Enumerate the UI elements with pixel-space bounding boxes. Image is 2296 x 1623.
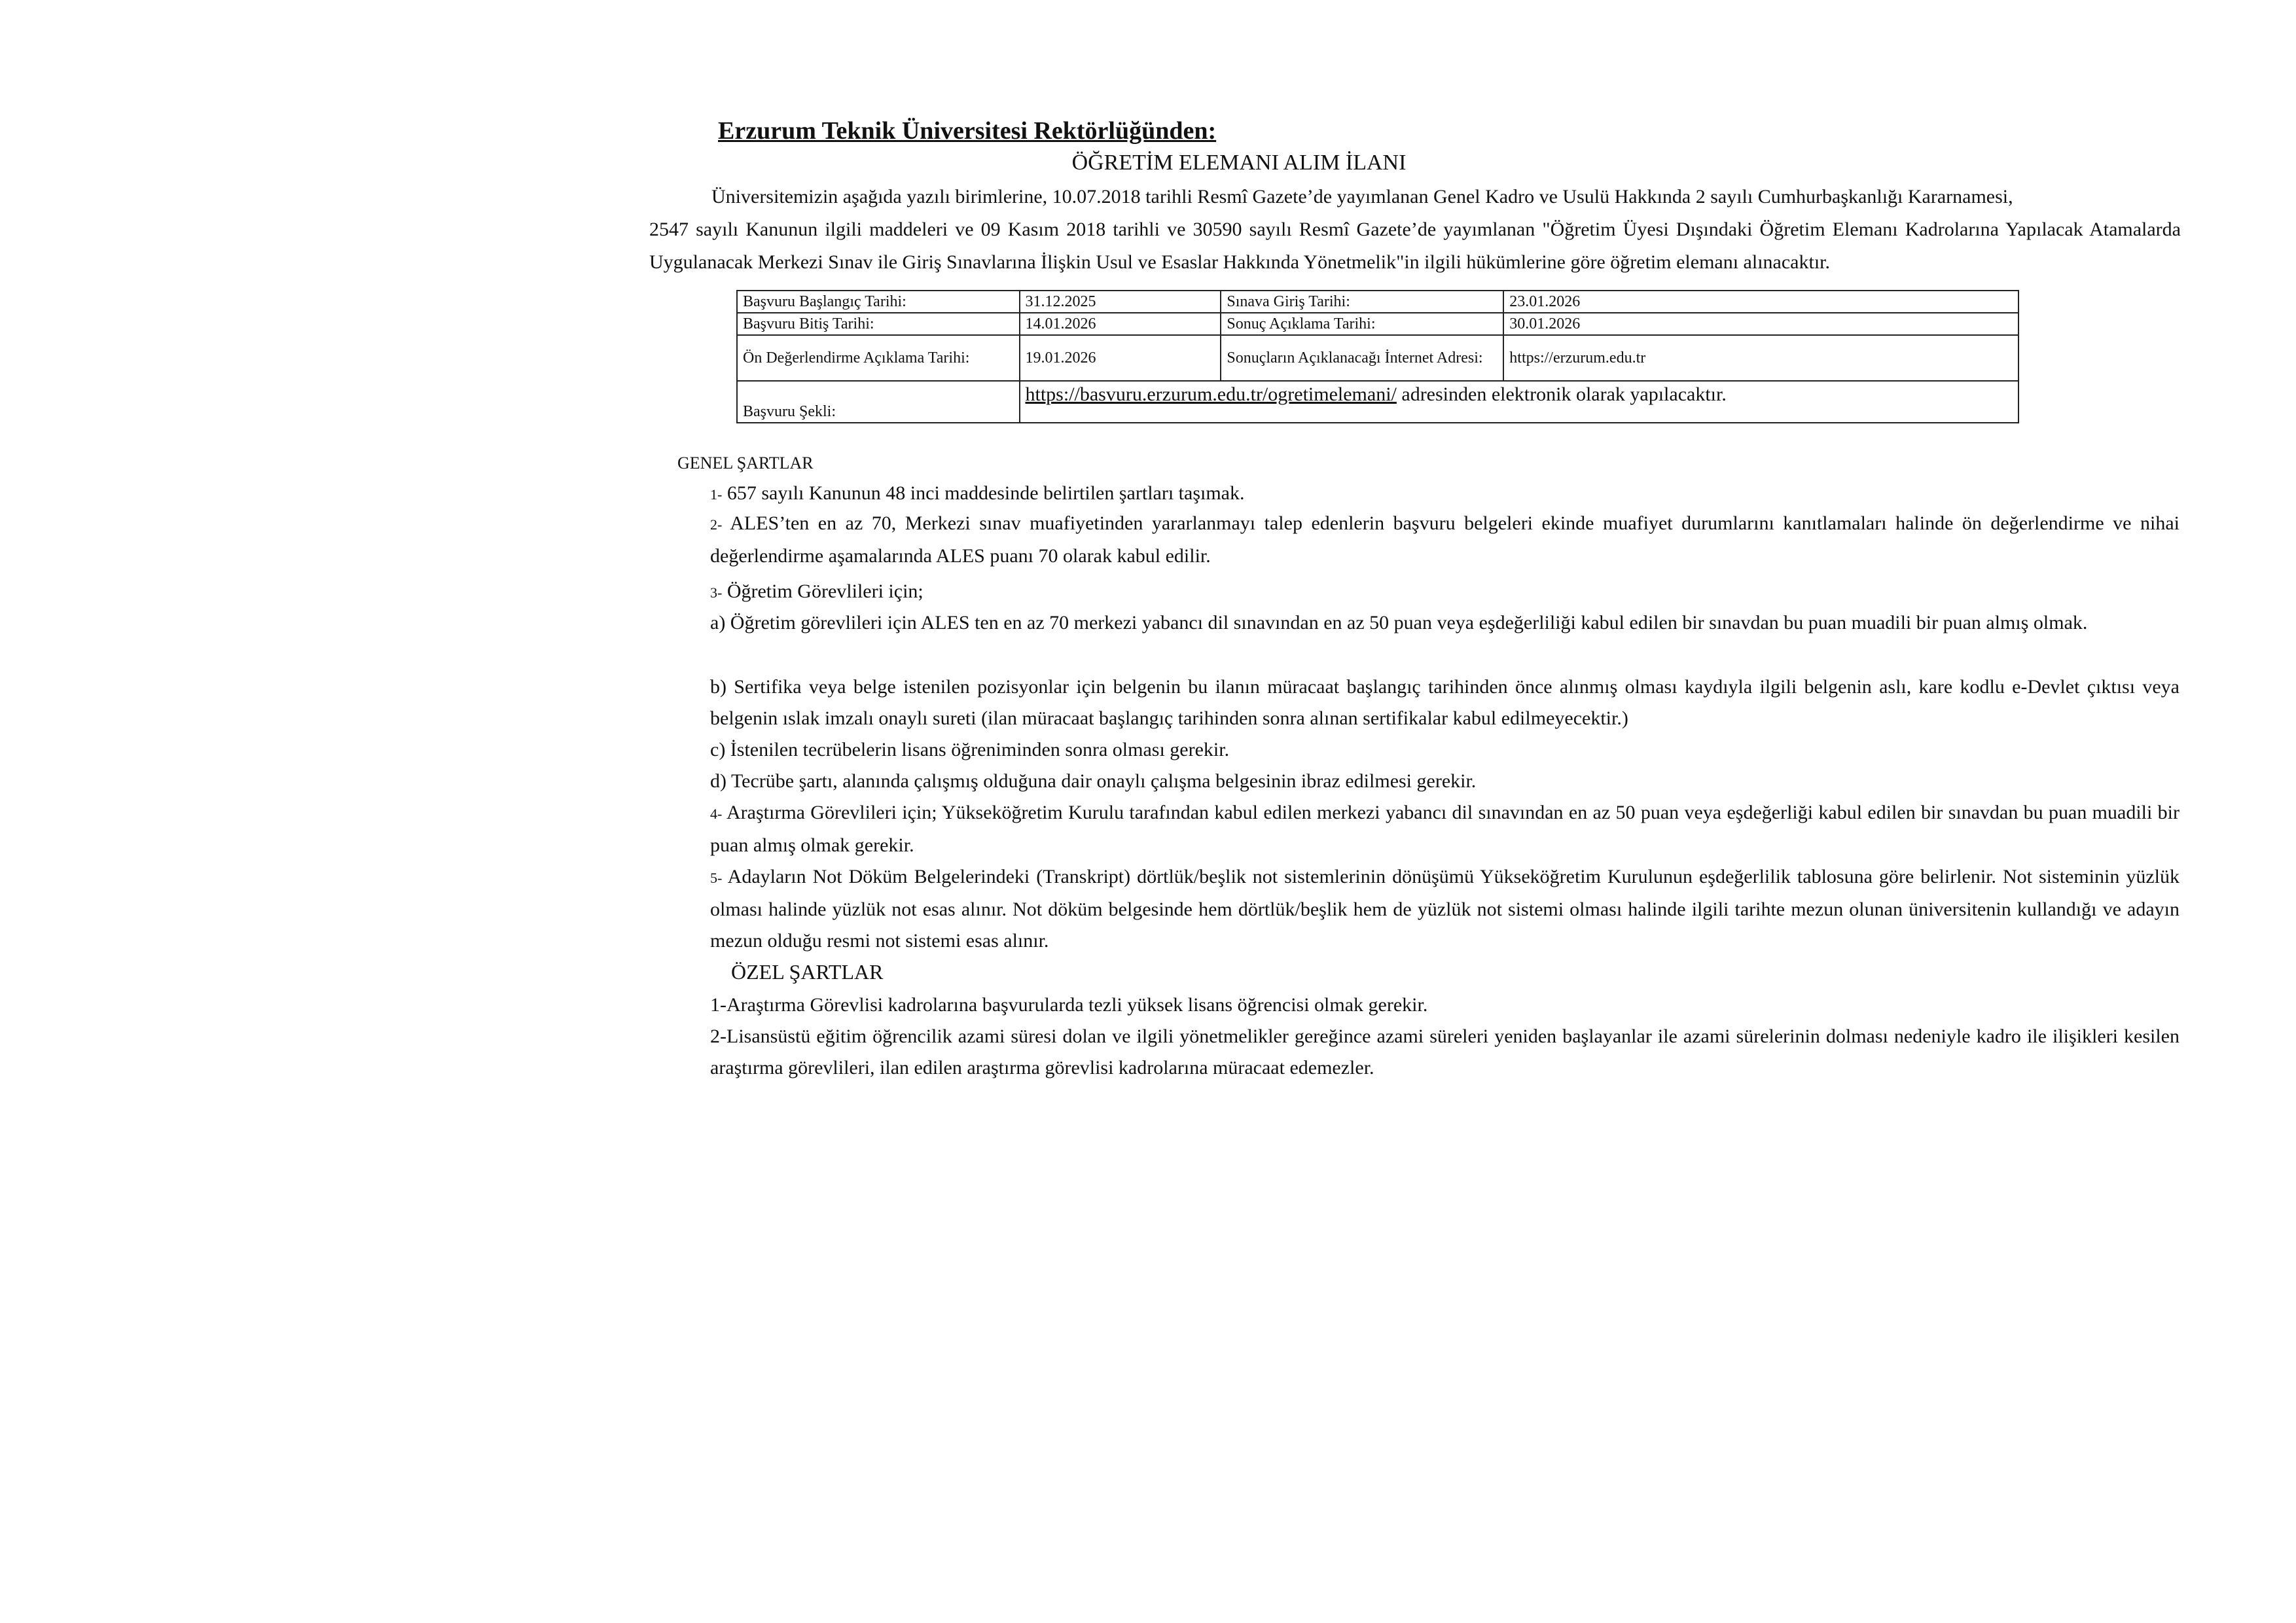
exam-entry-label: Sınava Giriş Tarihi: bbox=[1221, 291, 1503, 313]
application-link[interactable]: https://basvuru.erzurum.edu.tr/ogretimelemani/ bbox=[1025, 383, 1397, 405]
exam-entry-value: 23.01.2026 bbox=[1503, 291, 2018, 313]
sub-item: d) Tecrübe şartı, alanında çalışmış olduğuna dair onaylı çalışma belgesinin ibraz edilmesi gerekir. bbox=[710, 770, 1477, 792]
general-condition-item bbox=[710, 508, 2179, 572]
item-text: Adayların Not Döküm Belgelerindeki (Transkript) dörtlük/beşlik not sistemlerinin dönüşümü Yükseköğretim Kurulunun eşdeğerlilik tablosuna göre belirlenir. Not sisteminin yüzlük olması halinde yüzlük not esas alınır. Not döküm belgesinde hem dörtlük/beşlik hem de yüzlük not sistemi olması halinde ilgili tarihte mezun olunan üniversitenin kullandığı ve adayın mezun olduğu resmi not sistemi esas alınır. bbox=[710, 866, 2179, 952]
application-end-label: Başvuru Bitiş Tarihi: bbox=[737, 313, 1020, 335]
announcement-title: ÖĞRETİM ELEMANI ALIM İLANI bbox=[1071, 151, 1407, 175]
sub-item: c) İstenilen tecrübelerin lisans öğreniminden sonra olması gerekir. bbox=[710, 739, 1230, 760]
intro-paragraph bbox=[649, 181, 2181, 279]
item-number: 5- bbox=[710, 870, 723, 886]
results-web-value: https://erzurum.edu.tr bbox=[1503, 335, 2018, 381]
special-condition-item: 1-Araştırma Görevlisi kadrolarına başvurularda tezli yüksek lisans öğrencisi olmak gerekir. bbox=[710, 994, 1428, 1016]
application-method-cell bbox=[1020, 381, 2018, 423]
pre-evaluation-value: 19.01.2026 bbox=[1020, 335, 1221, 381]
pre-evaluation-label: Ön Değerlendirme Açıklama Tarihi: bbox=[737, 335, 1020, 381]
application-end-value: 14.01.2026 bbox=[1020, 313, 1221, 335]
general-condition-item bbox=[710, 478, 2179, 510]
result-announcement-label: Sonuç Açıklama Tarihi: bbox=[1221, 313, 1503, 335]
item-text: 657 sayılı Kanunun 48 inci maddesinde belirtilen şartları taşımak. bbox=[722, 482, 1245, 504]
item-text: Araştırma Görevlileri için; Yükseköğretim Kurulu tarafından kabul edilen merkezi yabancı dil sınavından en az 50 puan veya eşdeğerliği kabul edilen bir sınavdan bu puan muadili bir puan almış olmak gerekir. bbox=[710, 802, 2179, 856]
application-start-label: Başvuru Başlangıç Tarihi: bbox=[737, 291, 1020, 313]
table-row bbox=[737, 313, 2018, 335]
special-condition-item: 2-Lisansüstü eğitim öğrencilik azami süresi dolan ve ilgili yönetmelikler gereğince azami süreleri yeniden başlayanlar ile azami sürelerinin dolması nedeniyle kadro ile ilişikleri kesilen araştırma görevlileri, ilan edilen araştırma görevlisi kadrolarına müracaat edemezler. bbox=[710, 1026, 2179, 1079]
table-row bbox=[737, 291, 2018, 313]
general-condition-item bbox=[710, 797, 2179, 861]
general-condition-item bbox=[710, 576, 2179, 609]
item-text: Öğretim Görevlileri için; bbox=[722, 580, 924, 602]
application-start-value: 31.12.2025 bbox=[1020, 291, 1221, 313]
institution-heading: Erzurum Teknik Üniversitesi Rektörlüğünden: bbox=[718, 117, 1217, 145]
table-row bbox=[737, 335, 2018, 381]
special-conditions-heading: ÖZEL ŞARTLAR bbox=[731, 960, 884, 984]
table-row bbox=[737, 381, 2018, 423]
item-text: ALES’ten en az 70, Merkezi sınav muafiyetinden yararlanmayı talep edenlerin başvuru belgeleri ekinde muafiyet durumlarını kanıtlamaları halinde ön değerlendirme ve nihai değerlendirme aşamalarında ALES puanı 70 olarak kabul edilir. bbox=[710, 512, 2179, 567]
sub-item: a) Öğretim görevlileri için ALES ten en az 70 merkezi yabancı dil sınavından en az 50 puan veya eşdeğerliliği kabul edilen bir sınavdan bu puan muadili bir puan almış olmak. bbox=[710, 612, 2088, 633]
application-info-table bbox=[736, 290, 2019, 423]
intro-line-first: Üniversitemizin aşağıda yazılı birimlerine, 10.07.2018 tarihli Resmî Gazete’de yayımlanan Genel Kadro ve Usulü Hakkında 2 sayılı Cumhurbaşkanlığı Kararnamesi, bbox=[711, 186, 2013, 207]
general-condition-item bbox=[710, 861, 2179, 957]
sub-item: b) Sertifika veya belge istenilen pozisyonlar için belgenin bu ilanın müracaat başlangıç tarihinden önce alınmış olması kaydıyla ilgili belgenin aslı, kare kodlu e-Devlet çıktısı veya belgenin ıslak imzalı onaylı sureti (ilan müracaat başlangıç tarihinden sonra alınan sertifikalar kabul edilmeyecektir.) bbox=[710, 676, 2179, 729]
result-announcement-value: 30.01.2026 bbox=[1503, 313, 2018, 335]
general-conditions-heading: GENEL ŞARTLAR bbox=[677, 454, 814, 473]
application-method-label: Başvuru Şekli: bbox=[737, 381, 1020, 423]
intro-line-rest: 2547 sayılı Kanunun ilgili maddeleri ve 09 Kasım 2018 tarihli ve 30590 sayılı Resmî Gazete’de yayımlanan "Öğretim Üyesi Dışındaki Öğretim Elemanı Kadrolarına Yapılacak Atamalarda Uygulanacak Merkezi Sınav ile Giriş Sınavlarına İlişkin Usul ve Esaslar Hakkında Yönetmelik"in ilgili hükümlerine göre öğretim elemanı alınacaktır. bbox=[649, 219, 2181, 273]
application-method-suffix: adresinden elektronik olarak yapılacaktır. bbox=[1396, 383, 1727, 405]
item-number: 4- bbox=[710, 806, 723, 822]
item-number: 2- bbox=[710, 516, 723, 533]
item-number: 3- bbox=[710, 584, 723, 601]
item-number: 1- bbox=[710, 486, 723, 503]
results-web-label: Sonuçların Açıklanacağı İnternet Adresi: bbox=[1221, 335, 1503, 381]
